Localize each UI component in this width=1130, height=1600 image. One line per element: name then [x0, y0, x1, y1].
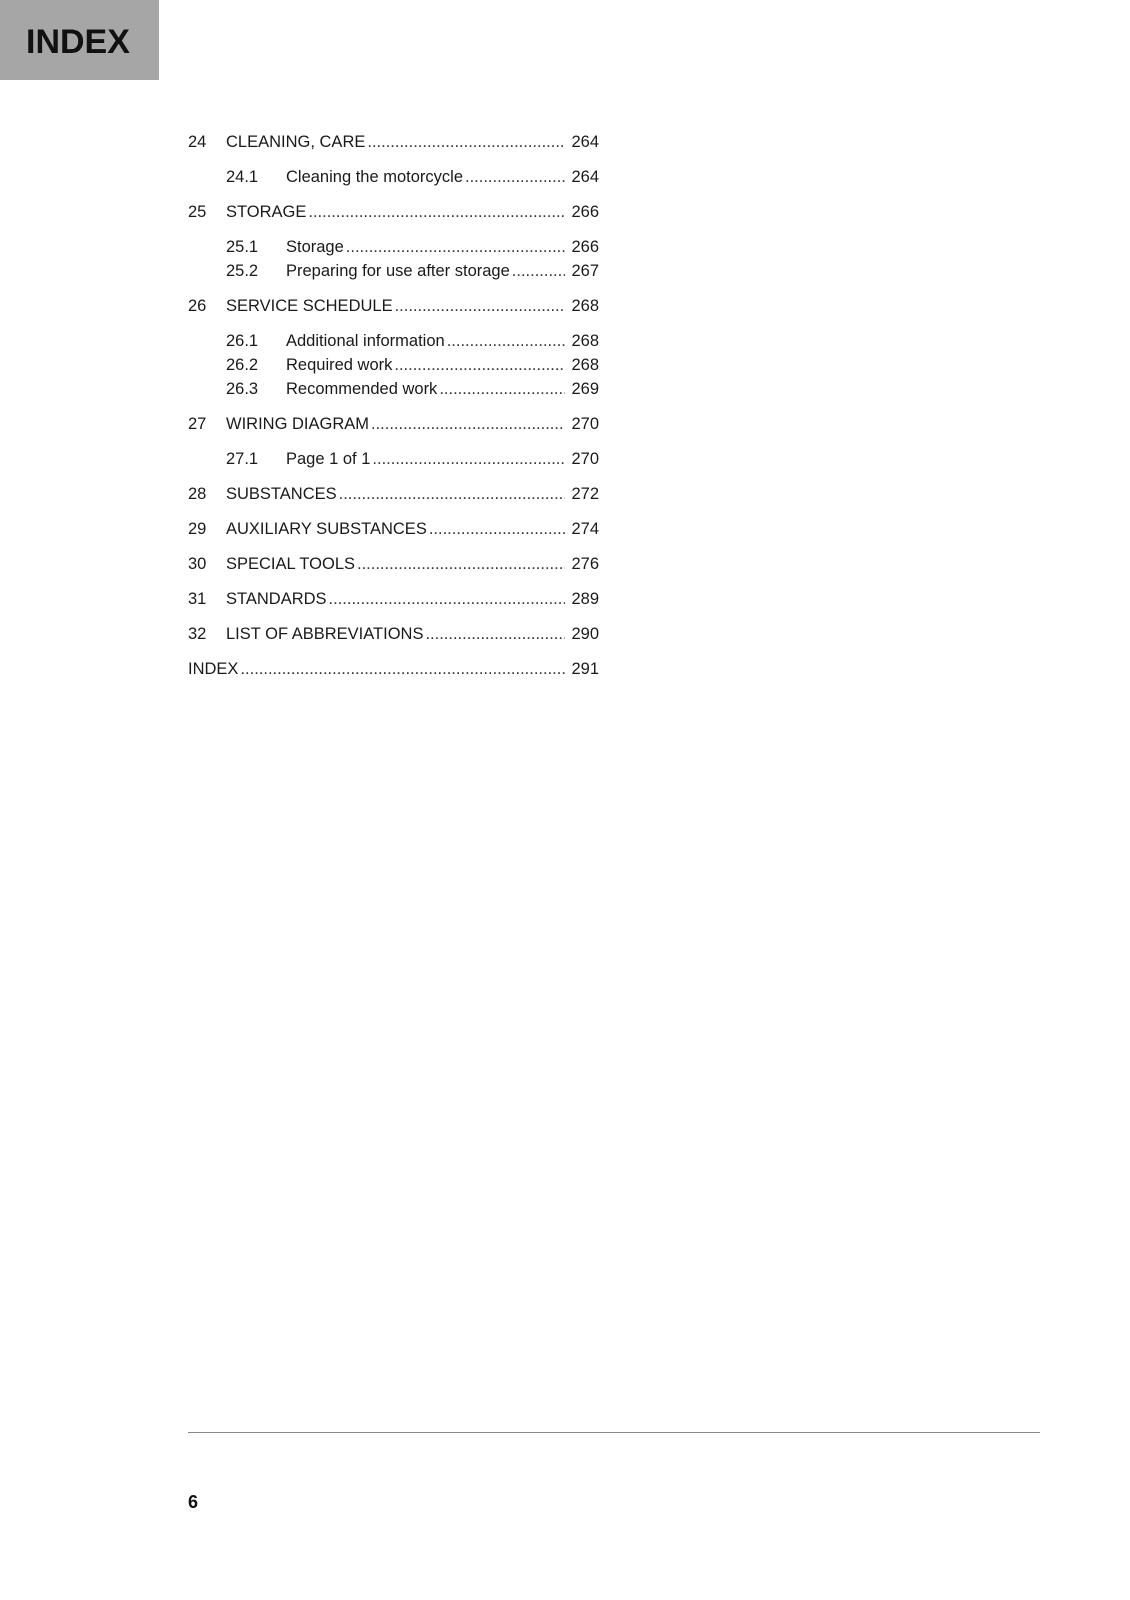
toc-leader-dots	[367, 130, 565, 154]
toc-entry-title: Required work	[286, 356, 393, 374]
toc-entry-page: 268	[571, 356, 599, 374]
toc-leader-dots	[346, 235, 565, 259]
page-number: 6	[188, 1492, 199, 1512]
toc-entry[interactable]	[188, 294, 599, 318]
toc-entry-title: CLEANING, CARE	[226, 133, 366, 151]
toc-entry[interactable]	[226, 235, 599, 259]
toc-entry-number: 26	[188, 297, 207, 315]
toc-entry-title: Cleaning the motorcycle	[286, 168, 464, 186]
toc-entry[interactable]	[188, 587, 599, 611]
toc-entry-page: 264	[571, 168, 599, 186]
toc-entry-number: 24	[188, 133, 207, 151]
toc-entry[interactable]	[226, 259, 599, 283]
toc-entry-number: 29	[188, 520, 207, 538]
toc-entry-page: 269	[571, 380, 599, 398]
toc-leader-dots	[447, 329, 565, 353]
toc-leader-dots	[329, 587, 565, 611]
toc-entry[interactable]	[226, 329, 599, 353]
toc-entry-page: 272	[571, 485, 599, 503]
toc-leader-dots	[465, 165, 565, 189]
toc-entry-title: Storage	[286, 238, 344, 256]
toc-entry-number: 26.2	[226, 356, 259, 374]
toc-entry-page: 270	[571, 415, 599, 433]
toc-entry-page: 268	[571, 297, 599, 315]
toc-entry-number: 25.2	[226, 262, 259, 280]
toc-entry-title: AUXILIARY SUBSTANCES	[226, 520, 427, 538]
toc-entry-page: 290	[571, 625, 599, 643]
toc-entry[interactable]	[188, 657, 599, 681]
toc-entry-page: 270	[571, 450, 599, 468]
toc-leader-dots	[308, 200, 565, 224]
toc-entry-title: WIRING DIAGRAM	[226, 415, 369, 433]
toc-leader-dots	[372, 447, 565, 471]
toc-entry[interactable]	[188, 412, 599, 436]
toc-entry[interactable]	[188, 130, 599, 154]
toc-entry-number: 28	[188, 485, 207, 503]
toc-entry-number: 27	[188, 415, 207, 433]
toc-entry[interactable]	[226, 165, 599, 189]
toc-entry-number: 25	[188, 203, 207, 221]
toc-entry-page: 274	[571, 520, 599, 538]
toc-entry-page: 266	[571, 238, 599, 256]
toc-entry-number: 25.1	[226, 238, 259, 256]
toc-leader-dots	[371, 412, 565, 436]
toc-entry-title: STORAGE	[226, 203, 307, 221]
toc-entry[interactable]	[226, 377, 599, 401]
toc-entry-page: 266	[571, 203, 599, 221]
toc-leader-dots	[394, 353, 565, 377]
toc-entry-page: 276	[571, 555, 599, 573]
toc-entry-page: 289	[571, 590, 599, 608]
toc-entry-title: SERVICE SCHEDULE	[226, 297, 393, 315]
toc-entry-title: INDEX	[188, 660, 239, 678]
toc-entry-number: 24.1	[226, 168, 259, 186]
header-tab	[0, 0, 159, 80]
toc-entry-title: Page 1 of 1	[286, 450, 371, 468]
toc-leader-dots	[439, 377, 565, 401]
toc-entry[interactable]	[226, 447, 599, 471]
toc-entry-title: STANDARDS	[226, 590, 327, 608]
toc-entry[interactable]	[188, 517, 599, 541]
footer-divider	[188, 1432, 1040, 1433]
toc-entry[interactable]	[188, 622, 599, 646]
toc-leader-dots	[425, 622, 565, 646]
toc-entry-page: 267	[571, 262, 599, 280]
toc-entry-number: 26.1	[226, 332, 259, 350]
toc-entry[interactable]	[226, 353, 599, 377]
toc-entry-title: Additional information	[286, 332, 445, 350]
toc-leader-dots	[357, 552, 565, 576]
toc-entry-title: SUBSTANCES	[226, 485, 337, 503]
toc-entry-number: 30	[188, 555, 207, 573]
toc-entry-number: 31	[188, 590, 207, 608]
toc-entry-page: 264	[571, 133, 599, 151]
toc-entry[interactable]	[188, 200, 599, 224]
toc-entry-title: Preparing for use after storage	[286, 262, 510, 280]
toc-leader-dots	[512, 259, 565, 283]
toc-entry-number: 26.3	[226, 380, 259, 398]
toc-entry-page: 291	[571, 660, 599, 678]
toc-entry-title: LIST OF ABBREVIATIONS	[226, 625, 424, 643]
toc-entry-title: Recommended work	[286, 380, 438, 398]
section-title: INDEX	[26, 23, 130, 61]
toc-entry-title: SPECIAL TOOLS	[226, 555, 356, 573]
toc-leader-dots	[395, 294, 565, 318]
toc-leader-dots	[429, 517, 565, 541]
toc-leader-dots	[339, 482, 565, 506]
toc-entry[interactable]	[188, 552, 599, 576]
toc-leader-dots	[240, 657, 565, 681]
toc-entry-number: 27.1	[226, 450, 259, 468]
toc-entry[interactable]	[188, 482, 599, 506]
toc-entry-number: 32	[188, 625, 207, 643]
toc-entry-page: 268	[571, 332, 599, 350]
